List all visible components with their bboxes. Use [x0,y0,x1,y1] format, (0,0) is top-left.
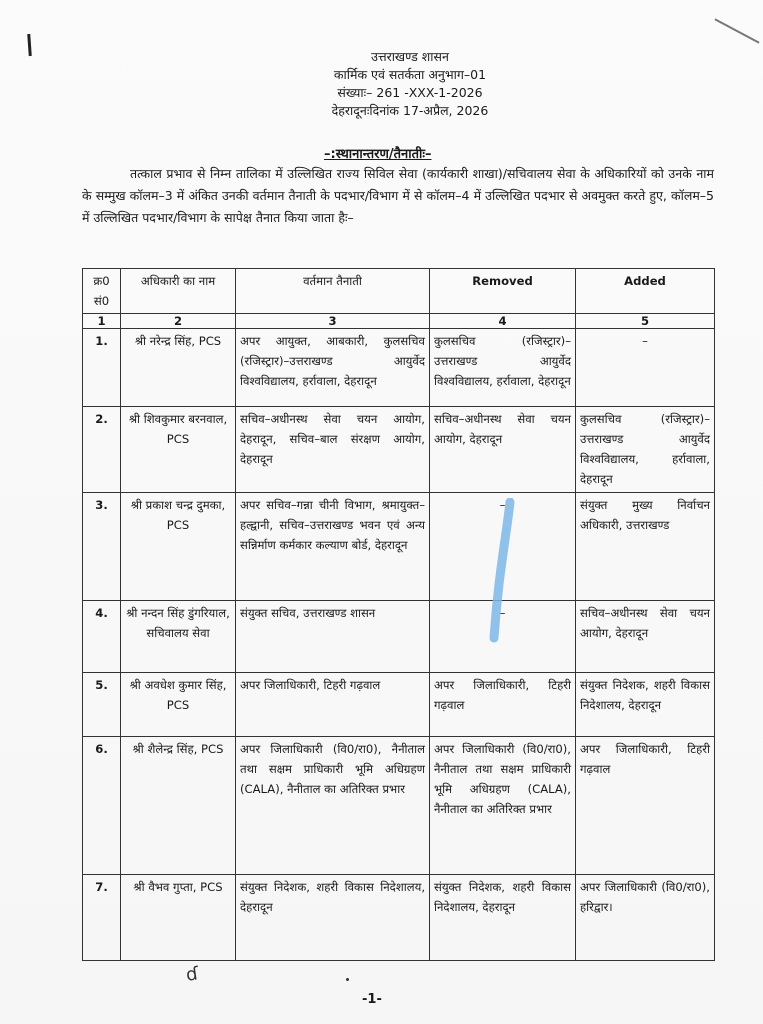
table-row [83,875,715,961]
serial-cell: 6. [83,737,121,875]
letter-date: देहरादूनःदिनांक 17-अप्रैल, 2026 [331,103,489,118]
serial-cell: 4. [83,601,121,673]
current-posting-cell: संयुक्त सचिव, उत्तराखण्ड शासन [236,601,430,673]
officer-name-cell: श्री वैभव गुप्ता, PCS [121,875,236,961]
column-number: 1 [83,314,121,329]
header-current: वर्तमान तैनाती [236,269,430,314]
table-row [83,673,715,737]
table-row [83,601,715,673]
serial-cell: 3. [83,493,121,601]
officer-name-cell: श्री अवधेश कुमार सिंह, PCS [121,673,236,737]
column-number: 4 [430,314,576,329]
subject-line: –:स्थानान्तरण/तैनातीः– [324,147,432,162]
page-number: -1- [362,992,382,1007]
added-cell: सचिव–अधीनस्थ सेवा चयन आयोग, देहरादून [576,601,715,673]
table-header-row [83,269,715,314]
posting-table [82,268,715,961]
officer-name-cell: श्री नन्दन सिंह डुंगरियाल, सचिवालय सेवा [121,601,236,673]
removed-cell: कुलसचिव (रजिस्ट्रार)– उत्तराखण्ड आयुर्वेद विश्वविद्यालय, हर्रावाला, देहरादून [430,329,576,407]
serial-cell: 7. [83,875,121,961]
letter-number: संख्याः– 261 -XXX-1-2026 [337,85,483,100]
removed-cell: सचिव–अधीनस्थ सेवा चयन आयोग, देहरादून [430,407,576,493]
officer-name-cell: श्री शैलेन्द्र सिंह, PCS [121,737,236,875]
current-posting-cell: सचिव–अधीनस्थ सेवा चयन आयोग, देहरादून, सचिव–बाल संरक्षण आयोग, देहरादून [236,407,430,493]
added-cell: संयुक्त निदेशक, शहरी विकास निदेशालय, देहरादून [576,673,715,737]
current-posting-cell: अपर जिलाधिकारी (वि0/रा0), नैनीताल तथा सक्षम प्राधिकारी भूमि अधिग्रहण (CALA), नैनीताल का अतिरिक्त प्रभार [236,737,430,875]
table-row [83,407,715,493]
ink-dot [346,978,349,981]
removed-cell: – [430,493,576,601]
column-number: 5 [576,314,715,329]
added-cell: अपर जिलाधिकारी, टिहरी गढ़वाल [576,737,715,875]
header-name: अधिकारी का नाम [121,269,236,314]
serial-cell: 5. [83,673,121,737]
current-posting-cell: अपर जिलाधिकारी, टिहरी गढ़वाल [236,673,430,737]
officer-name-cell: श्री नरेन्द्र सिंह, PCS [121,329,236,407]
removed-cell: – [430,601,576,673]
table-row [83,493,715,601]
column-number-row [83,314,715,329]
govt-name: उत्तराखण्ड शासन [371,49,449,64]
current-posting-cell: अपर सचिव–गन्ना चीनी विभाग, श्रमायुक्त–हल्द्वानी, सचिव–उत्तराखण्ड भवन एवं अन्य सन्निर्माण कर्मकार कल्याण बोर्ड, देहरादून [236,493,430,601]
signature-mark: ɗ [184,963,200,986]
removed-cell: संयुक्त निदेशक, शहरी विकास निदेशालय, देहरादून [430,875,576,961]
intro-paragraph: तत्काल प्रभाव से निम्न तालिका में उल्लिखित राज्य सिविल सेवा (कार्यकारी शाखा)/सचिवालय सेवा के अधिकारियों को उनके नाम के सम्मुख कॉलम–3 में अंकित उनकी वर्तमान तैनाती के पदभार/विभाग में से कॉलम–4 में उल्लिखित पदभार से अवमुक्त करते हुए, कॉलम–5 में उल्लिखित पदभार/विभाग के सापेक्ष तैनात किया जाता हैः– [82,166,714,225]
removed-cell: अपर जिलाधिकारी, टिहरी गढ़वाल [430,673,576,737]
added-cell: कुलसचिव (रजिस्ट्रार)– उत्तराखण्ड आयुर्वेद विश्वविद्यालय, हर्रावाला, देहरादून [576,407,715,493]
table-row [83,329,715,407]
added-cell: संयुक्त मुख्य निर्वाचन अधिकारी, उत्तराखण्ड [576,493,715,601]
header-removed: Removed [430,269,576,314]
current-posting-cell: अपर आयुक्त, आबकारी, कुलसचिव (रजिस्ट्रार)–उत्तराखण्ड आयुर्वेद विश्वविद्यालय, हर्रावाला, देहरादून [236,329,430,407]
corner-mark [714,18,759,43]
header-serial: क्र0 सं0 [83,269,121,314]
added-cell: – [576,329,715,407]
column-number: 3 [236,314,430,329]
table-row [83,737,715,875]
column-number: 2 [121,314,236,329]
section-name: कार्मिक एवं सतर्कता अनुभाग–01 [333,67,487,82]
margin-mark [27,34,32,56]
current-posting-cell: संयुक्त निदेशक, शहरी विकास निदेशालय, देहरादून [236,875,430,961]
serial-cell: 1. [83,329,121,407]
serial-cell: 2. [83,407,121,493]
officer-name-cell: श्री शिवकुमार बरनवाल, PCS [121,407,236,493]
letter-header [250,48,570,120]
header-added: Added [576,269,715,314]
officer-name-cell: श्री प्रकाश चन्द्र दुमका, PCS [121,493,236,601]
removed-cell: अपर जिलाधिकारी (वि0/रा0), नैनीताल तथा सक्षम प्राधिकारी भूमि अधिग्रहण (CALA), नैनीताल का अतिरिक्त प्रभार [430,737,576,875]
added-cell: अपर जिलाधिकारी (वि0/रा0), हरिद्वार। [576,875,715,961]
